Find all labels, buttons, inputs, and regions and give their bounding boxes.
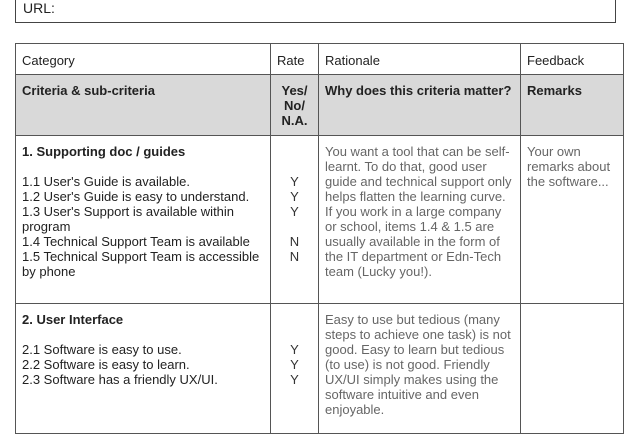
header-category: Category (16, 44, 271, 75)
rate-value: Y (290, 342, 299, 357)
section-rate-cell (271, 304, 319, 434)
subheader-feedback: Remarks (521, 75, 624, 136)
subheader-rate: Yes/ No/ N.A. (271, 75, 319, 136)
header-row (16, 44, 624, 75)
url-field (15, 0, 616, 23)
criteria-item: 1.4 Technical Support Team is available (22, 234, 250, 249)
rate-value: Y (290, 174, 299, 189)
section-row-supporting-docs (16, 136, 624, 304)
section-title: 1. Supporting doc / guides (22, 144, 186, 159)
criteria-item: 1.3 User's Support is available within program (22, 204, 235, 234)
rate-value: N (289, 234, 300, 249)
section-feedback-cell (521, 304, 624, 434)
header-feedback: Feedback (521, 44, 624, 75)
criteria-item: 1.5 Technical Support Team is accessible by phone (22, 249, 260, 279)
rate-value: Y (290, 204, 299, 219)
section-criteria-cell (16, 136, 271, 304)
section-rationale-cell: You want a tool that can be self-learnt. To do that, good user guide and technical support only helps flatten the learning curve. If you work in a large company or school, items 1.4 & 1.5 are usually available in the form of the IT department or Edn-Tech team (Lucky you!). (319, 136, 521, 304)
subheader-criteria: Criteria & sub-criteria (16, 75, 271, 136)
section-rationale-cell: Easy to use but tedious (many steps to achieve one task) is not good. Easy to learn but tedious (to use) is not good. Friendly UX/UI simply makes using the software intuitive and even enjoyable. (319, 304, 521, 434)
rate-value: Y (290, 357, 299, 372)
rate-value: N (289, 249, 300, 264)
section-feedback-cell: Your own remarks about the software... (521, 136, 624, 304)
criteria-item: 1.2 User's Guide is easy to understand. (22, 189, 250, 204)
section-rate-cell (271, 136, 319, 304)
criteria-item: 2.1 Software is easy to use. (22, 342, 182, 357)
rate-value: Y (290, 372, 299, 387)
header-rate: Rate (271, 44, 319, 75)
section-title: 2. User Interface (22, 312, 124, 327)
subheader-rationale: Why does this criteria matter? (319, 75, 521, 136)
criteria-item: 2.2 Software is easy to learn. (22, 357, 190, 372)
criteria-item: 1.1 User's Guide is available. (22, 174, 190, 189)
subheader-row (16, 75, 624, 136)
evaluation-table (15, 43, 624, 434)
header-rationale: Rationale (319, 44, 521, 75)
rate-value: Y (290, 189, 299, 204)
criteria-item: 2.3 Software has a friendly UX/UI. (22, 372, 218, 387)
url-label: URL: (23, 0, 55, 16)
section-criteria-cell (16, 304, 271, 434)
section-row-user-interface (16, 304, 624, 434)
